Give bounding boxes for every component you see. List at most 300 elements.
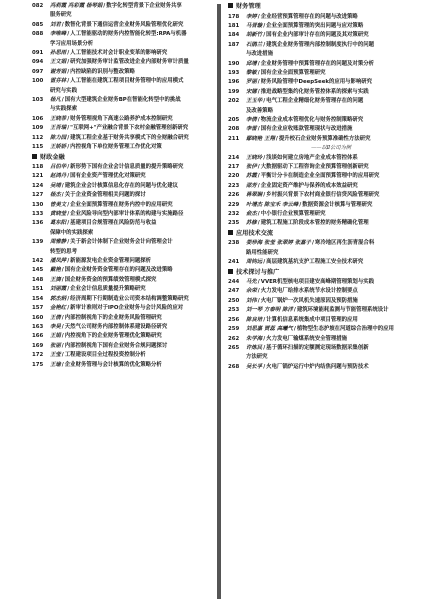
entry-author: 吴长孚 [246,363,263,370]
page-number: 187 [228,41,240,48]
entry-author: 蒋翠娴 [246,192,263,199]
section-heading [32,153,212,164]
author-title-separator: / [67,59,70,66]
entry-title: 学习应用场景分析 [50,40,94,47]
toc-entry[interactable] [228,191,416,200]
entry-title: 服务研究 [50,12,72,19]
entry-title-continuation [228,107,416,116]
entry-title: 天然气公司财务内部控制体系建设路径研究 [64,323,168,330]
page-number: 148 [32,276,44,283]
toc-entry[interactable] [228,60,416,69]
entry-title: 关于新会计体制下企业财务会计向管理会计 [70,239,173,246]
page-number: 253 [228,307,240,314]
toc-entry[interactable] [32,134,212,143]
toc-entry[interactable] [32,323,212,332]
page-number: 103 [32,97,44,104]
entry-title: 物流企业成本管理优化与财务控制策略研究 [260,116,364,123]
toc-entry[interactable] [32,30,212,39]
author-title-separator: / [257,211,260,218]
page-number: 106 [32,115,44,122]
page-number: 244 [228,279,240,286]
entry-title: 建筑工程施工阶段成本管控的财务精确化管理 [260,220,369,227]
author-title-separator: / [257,297,260,304]
author-title-separator: / [67,258,70,265]
entry-title: 方法研究 [246,354,268,361]
entry-title: 提升校石企业财务预算准确性方法研究 [278,135,371,142]
page-number: 088 [32,31,44,38]
section-heading [228,2,416,13]
entry-author: 王旖 [50,276,61,283]
author-title-separator: / [61,342,64,349]
page-number: 151 [32,286,44,293]
toc-entry[interactable] [32,361,212,370]
toc-entry[interactable] [32,172,212,181]
author-title-separator: / [61,192,64,199]
entry-title: 建筑工程企业基于财务共享模式下的全财融合研究 [70,134,189,141]
author-title-separator: / [263,32,266,39]
page-number: 160 [32,314,44,321]
toc-entry[interactable] [228,13,416,22]
entry-author: 苏霞 [246,173,257,180]
author-title-separator: / [67,164,70,170]
page-number: 184 [228,32,240,39]
entry-author: 刘伟 [246,297,257,304]
toc-entry[interactable] [32,2,212,11]
entry-author: 李倩 [246,116,257,123]
author-title-separator: / [257,173,260,180]
page-number: 130 [32,201,44,208]
author-title-separator: / [67,125,70,132]
entry-title: 企业经营预算管理存在的问题与改进策略 [260,13,358,20]
page-number: 085 [32,21,44,28]
toc-entry[interactable] [228,154,416,163]
toc-entry[interactable] [228,201,416,210]
author-title-separator: / [67,220,70,227]
page-number: 112 [32,134,44,141]
entry-title-continuation [32,105,212,114]
entry-author: 王倩 [50,314,61,321]
entry-title-continuation [32,11,212,20]
entry-author: 王莹 [50,352,61,359]
entry-author: 吕伯华 [50,164,67,170]
page-number: 172 [32,352,44,359]
left-column [32,2,212,370]
entry-title: 内控视角下单位财务管理工作优化对策 [70,144,162,151]
page-number: 154 [32,295,44,302]
author-title-separator: / [61,276,64,283]
page-number: 091 [32,50,44,57]
entry-title-continuation [32,87,212,96]
entry-title: 与改进措施 [246,51,273,58]
entry-title: 高层建筑基坑支护工程施工安全技术研究 [266,259,364,266]
toc-entry[interactable] [228,97,416,106]
toc-entry[interactable] [32,201,212,210]
entry-title-continuation [32,248,212,257]
entry-title: 推进战略型集约化财务管控体系的探索与实践 [260,88,369,95]
entry-author: 冯莉霞 冯彩霞 杨琴娟 [50,3,103,9]
entry-title: 乡村振兴背景下农村商业银行信贷风险管理研究 [266,192,380,199]
entry-author: 周钧远 [246,259,263,266]
page-number: 211 [228,135,240,142]
entry-title: 国有大型建筑企业财务BP在智能化转型中的挑战 [64,97,181,104]
square-bullet-icon [228,3,233,8]
entry-title-continuation [32,229,212,238]
entry-author: 金艳红 [50,305,67,312]
page-number: 247 [228,288,240,295]
entry-author: 陈力园 [50,134,67,141]
square-bullet-icon [228,269,233,274]
author-title-separator: / [257,88,260,95]
toc-entry[interactable] [32,276,212,285]
entry-title: 平衡计分卡在制造企业全面预算管理中的应用研究 [260,173,380,180]
entry-author: 刘思嘉 贾蕊 高曦气 [246,326,293,333]
toc-entry[interactable] [228,172,416,181]
entry-author: 黄晓莹 [50,211,67,218]
page-number: 139 [32,239,44,246]
square-bullet-icon [228,230,233,235]
toc-entry[interactable] [32,163,212,172]
toc-entry[interactable] [32,332,212,341]
toc-entry[interactable] [228,41,416,50]
toc-entry[interactable] [32,58,212,67]
page-number: 256 [228,316,240,323]
toc-entry[interactable] [228,88,416,97]
entry-title: 火电厂锅炉一次风机失速原因及预防措施 [260,297,358,304]
entry-author: 张丽 [50,342,61,349]
entry-title: 人工智能在建筑工程项目财务管理中的应用模式 [70,78,184,85]
entry-author: 周雅静 [50,239,67,246]
entry-author: 李唯峰 [50,31,67,38]
entry-title: 建筑企业会计核算信息化存在的问题与优化建议 [64,182,178,189]
author-title-separator: / [257,288,260,295]
toc-entry[interactable] [228,335,416,344]
page-number: 232 [228,211,240,218]
page-number: 124 [32,182,44,189]
entry-title: 人工智能驱动的财务内控智能化转型:RPA与机器 [70,31,187,38]
author-title-separator: / [257,79,260,86]
page-number: 193 [228,69,240,76]
toc-entry[interactable] [228,287,416,296]
toc-entry[interactable] [32,49,212,58]
toc-entry[interactable] [228,163,416,172]
author-title-separator: / [67,305,70,312]
entry-title: "互联网+"产业融合背景下农村金融管理创新研究 [70,125,189,132]
toc-entry[interactable] [228,344,416,353]
entry-title: 中小银行企业预算管理研究 [260,211,326,218]
entry-title: 路用性能研究 [246,249,279,256]
entry-author: 叶增杰 陈宝禾 李云峰 [246,201,299,208]
toc-entry[interactable] [228,316,416,325]
entry-author: 苏修 [246,220,257,227]
entry-author: 曾美文 [50,201,67,208]
page-number: 190 [228,60,240,67]
author-title-separator: / [61,21,64,28]
entry-title: 企业财务管理与会计核算的优化策略分析 [64,361,162,368]
entry-author: 余荣 [246,288,257,295]
page-number: 250 [228,297,240,304]
author-title-separator: / [257,60,260,67]
page-number: 157 [32,305,44,312]
author-title-separator: / [67,173,70,180]
entry-author: 王瑜 [50,361,61,368]
author-title-separator: / [263,22,266,29]
entry-title: 企业会计信息质量提升策略研究 [70,286,146,293]
page-number: 223 [228,182,240,189]
author-title-separator: / [293,326,296,333]
author-title-separator: / [103,3,106,9]
author-title-separator: / [257,126,260,133]
entry-subtitle: ——以Ⅱ公司为例 [311,145,351,152]
page-number: 136 [32,220,44,227]
entry-title: 研究与实践 [50,87,77,94]
toc-entry[interactable] [228,363,416,372]
entry-author: 宋娜 [246,88,257,95]
entry-title-continuation [32,40,212,49]
toc-entry[interactable] [32,77,212,86]
entry-title: 国企财务资金的预算绩效管理模式探究 [64,276,157,283]
page-number: 169 [32,342,44,349]
page-number: 268 [228,363,240,370]
page-number: 097 [32,68,44,75]
toc-entry[interactable] [32,257,212,266]
entry-title: 新形势下国有企业会计信息质量的提升策略研究 [70,164,184,170]
entry-author: 杨凡 [50,97,61,104]
page-number: 235 [228,220,240,227]
page-number: 175 [32,361,44,368]
author-title-separator: / [257,279,260,286]
entry-title: 大数据驱动下工程咨询企业预算管理创新研究 [260,164,369,170]
author-title-separator: / [311,240,314,247]
entry-author: 戴艳 [50,267,61,274]
toc-entry[interactable] [228,22,416,31]
author-title-separator: / [67,31,70,38]
entry-title: 基于循环扫描的定额测定现场数据采集创新 [266,344,369,351]
entry-author: 邵芳 [246,182,257,189]
author-title-separator: / [263,335,266,342]
page-number: 142 [32,258,44,265]
entry-title-continuation [228,353,416,362]
toc-entry[interactable] [32,295,212,304]
toc-entry[interactable] [228,219,416,228]
author-title-separator: / [61,361,64,368]
entry-title: 火电厂锅炉运行中炉内结焦问题与预防技术 [266,363,369,370]
toc-entry[interactable] [32,182,212,191]
entry-author: 娄珍海 张莹 张翠婷 张嘉子 [246,240,311,247]
entry-title: 新审计准则对于IPO企业财务与会计风险的应对 [70,305,184,312]
toc-entry[interactable] [32,266,212,275]
toc-entry[interactable] [32,21,212,30]
author-title-separator: / [67,239,70,246]
entry-title: 与实践探索 [50,106,77,113]
author-title-separator: / [61,97,64,104]
toc-entry[interactable] [32,219,212,228]
toc-entry[interactable] [228,125,416,134]
author-title-separator: / [61,323,64,330]
entry-title: 建筑企业财务管理内部控制制度执行中的问题 [266,41,374,48]
entry-title: 国有企业资产管理优化对策研究 [70,173,146,180]
author-title-separator: / [257,116,260,123]
entry-title: 寒冷地区再生沥青混合料 [314,240,375,247]
page-number: 199 [228,88,240,95]
entry-author: 吴靖 [50,182,61,189]
author-title-separator: / [67,286,70,293]
page-number: 109 [32,125,44,132]
author-title-separator: / [61,182,64,189]
toc-entry[interactable] [32,210,212,219]
toc-entry[interactable] [228,69,416,78]
toc-entry[interactable] [228,258,416,267]
entry-author: 刘一琴 方泰明 陈洋 [246,307,293,314]
entry-author: 王娟 [50,333,61,340]
toc-entry[interactable] [32,68,212,77]
author-title-separator: / [293,307,296,314]
entry-author: 赵鸿丹 [50,173,67,180]
right-column [228,2,416,372]
entry-author: 葛东阳 [50,220,67,227]
toc-entry[interactable] [228,210,416,219]
toc-entry[interactable] [228,182,416,191]
entry-author: 刘君 [50,21,61,28]
toc-entry[interactable] [228,31,416,40]
author-title-separator: / [263,259,266,266]
entry-title: 企业全面预算管理在财务内控中的应用研究 [70,201,173,208]
toc-entry[interactable] [228,135,416,144]
section-heading [228,229,416,240]
entry-author: 马晋璇 [246,22,263,29]
entry-author: 王玉华 [246,98,263,105]
entry-author: 李昊 [50,323,61,330]
entry-author: 陈良培 [246,316,263,323]
page-number: 217 [228,164,240,170]
toc-entry[interactable] [228,325,416,334]
column-divider [216,4,222,599]
section-heading [228,268,416,279]
entry-author: 胡新竹 [246,32,263,39]
entry-author: 王娇娇 [50,144,67,151]
entry-title: 关于企业资金管理相关问题的探讨 [64,192,146,199]
entry-title: 新能源发电企业资金管理问题探析 [70,258,152,265]
page-number: 241 [228,259,240,266]
author-title-separator: / [257,69,260,76]
entry-title: 国有企业应收账款管理现状与改进措施 [260,126,353,133]
author-title-separator: / [67,115,70,122]
author-title-separator: / [263,192,266,199]
author-title-separator: / [67,68,70,75]
entry-author: 张伊 [246,164,257,170]
toc-entry[interactable] [228,297,416,306]
author-title-separator: / [257,13,260,20]
entry-author: 邱增 [246,60,257,67]
page-number: 262 [228,335,240,342]
author-title-separator: / [257,164,260,170]
entry-author: 李婷 [246,13,257,20]
page-number: 121 [32,173,44,180]
author-title-separator: / [61,267,64,274]
toc-entry[interactable] [32,238,212,247]
author-title-separator: / [61,314,64,321]
entry-author: 郭杰炳 [50,295,67,302]
toc-entry[interactable] [32,304,212,313]
toc-entry[interactable] [32,342,212,351]
author-title-separator: / [275,135,278,142]
entry-title: 建筑环境能耗监测与节能管理系统设计 [296,307,389,314]
author-title-separator: / [61,333,64,340]
entry-title: 转型的思考 [50,248,77,255]
toc-entry[interactable] [32,96,212,105]
entry-title: 电气工程企业精细化财务管理存在的问题 [266,98,364,105]
entry-title: 数智化背景下通信运营企业财务风险管理优化研究 [64,21,184,28]
author-title-separator: / [299,201,302,208]
page-number: 145 [32,267,44,274]
page-number: 100 [32,78,44,85]
entry-author: 王文娟 [50,59,67,66]
page-number: 229 [228,201,240,208]
entry-author: 雷芬林 [50,78,67,85]
entry-author: 马先 [246,279,257,286]
entry-title: 工程建设项目全过程投资控制分析 [64,352,146,359]
entry-title: 国有企业全面预算管理研究 [260,69,326,76]
toc-entry[interactable] [228,78,416,87]
entry-author: 黎敏 [246,69,257,76]
page-number: 238 [228,240,240,247]
entry-title: 国有企业内部审计存在的问题及其对策研究 [266,32,369,39]
entry-author: 鄢晓艳 王翔 [246,135,275,142]
page-number: 265 [228,344,240,351]
entry-title: 人工智能技术对会计职业变革的影响研究 [70,50,168,57]
page-number: 259 [228,326,240,333]
toc-entry[interactable] [32,351,212,360]
page-number: 133 [32,211,44,218]
entry-title: 企业风险导向型内部审计体系的构建与实施路径 [70,211,184,218]
entry-title: 计算机信息系统集成中项目管理的应用 [266,316,358,323]
toc-entry[interactable] [32,115,212,124]
page-number: 214 [228,154,240,161]
toc-entry[interactable] [228,116,416,125]
author-title-separator: / [263,41,266,48]
author-title-separator: / [67,50,70,57]
entry-title: 内控视角下的企业财务管理优化策略研究 [64,333,162,340]
section-title: 财政金融 [40,153,65,161]
entry-title: 火力发电厂给排水系统节水设计控制要点 [260,288,358,295]
entry-author: 朱学海 [246,335,263,342]
entry-title: 数字化转型背景下企业财务共享 [106,3,182,9]
page-number: 094 [32,59,44,66]
entry-author: 许炼民 [246,344,263,351]
author-title-separator: / [257,220,260,227]
toc-entry[interactable] [228,306,416,315]
toc-entry[interactable] [32,124,212,133]
toc-entry[interactable] [32,285,212,294]
entry-title: 企业固定资产维护与保养的成本效益研究 [260,182,358,189]
author-title-separator: / [263,316,266,323]
entry-author: 石鹃兰 [246,41,263,48]
entry-author: 王吾瑞 [50,125,67,132]
section-title: 应用技术交流 [236,229,274,237]
entry-title: 植物型生态护坡在河道综合治理中的应用 [296,326,394,333]
entry-title: VVER机型核电项目建安高峰期管理策划与实践 [260,279,374,286]
page-number: 178 [228,13,240,20]
entry-title-continuation [228,249,416,258]
page-number: 202 [228,98,240,105]
toc-entry[interactable] [228,278,416,287]
author-title-separator: / [67,134,70,141]
toc-entry[interactable] [32,191,212,200]
toc-entry[interactable] [228,239,416,248]
toc-entry[interactable] [32,314,212,323]
section-title: 财务管理 [236,3,261,10]
square-bullet-icon [32,154,37,159]
toc-entry[interactable] [32,143,212,152]
